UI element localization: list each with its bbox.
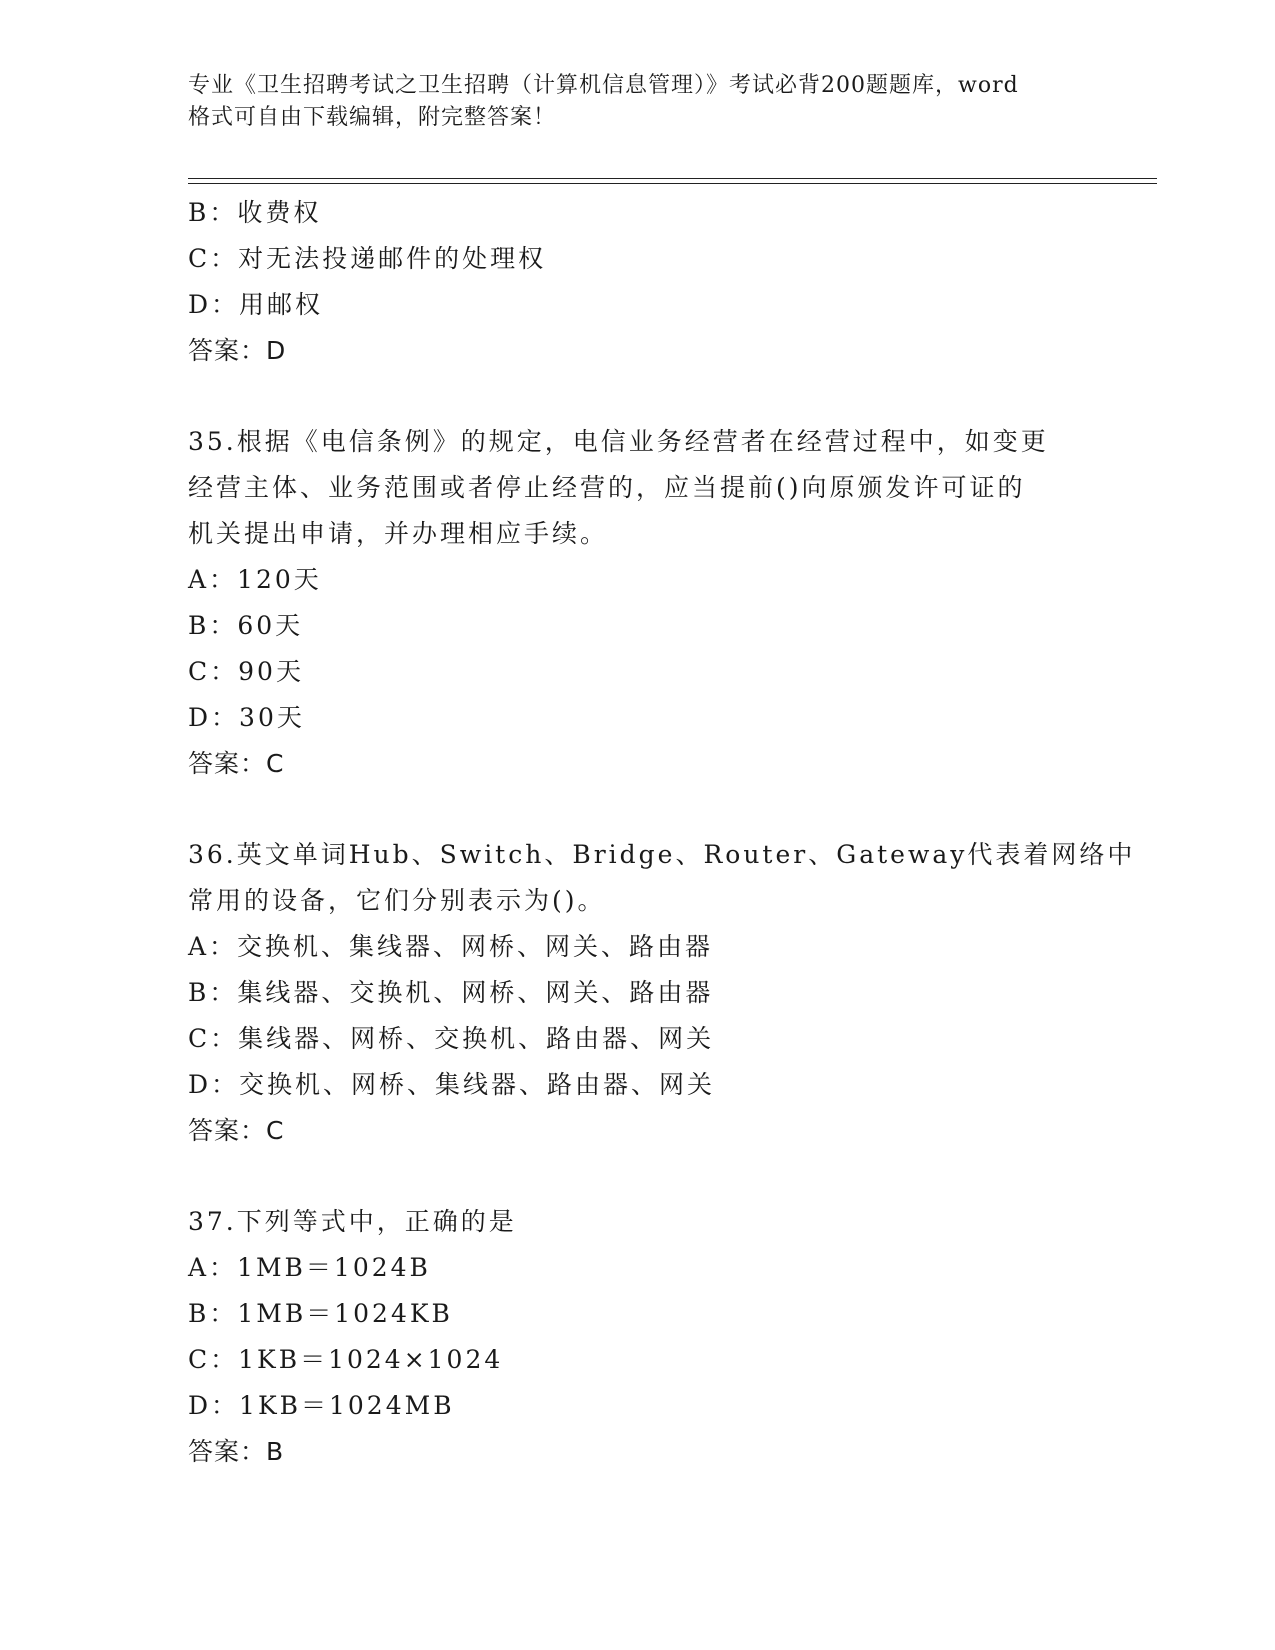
answer: 答案：B: [188, 1437, 285, 1466]
option-d: D：1KB＝1024MB: [188, 1391, 455, 1420]
option-a: A：120天: [188, 565, 322, 594]
option-d: D：用邮权: [188, 290, 324, 319]
answer: 答案：C: [188, 1116, 285, 1145]
header-divider-top: [188, 178, 1157, 179]
question-35: [188, 419, 1088, 787]
option-c: C：90天: [188, 657, 304, 686]
question-34-tail: [188, 190, 1088, 374]
answer: 答案：D: [188, 336, 287, 365]
option-b: B：1MB＝1024KB: [188, 1299, 453, 1328]
question-36: [188, 832, 1136, 1154]
option-b: B：60天: [188, 611, 304, 640]
option-a: A：1MB＝1024B: [188, 1253, 431, 1282]
answer: 答案：C: [188, 749, 285, 778]
question-text-line: 37.下列等式中，正确的是: [188, 1207, 517, 1236]
question-text-line: 35.根据《电信条例》的规定，电信业务经营者在经营过程中，如变更: [188, 427, 1049, 456]
question-37: [188, 1199, 1088, 1475]
question-text-line: 36.英文单词Hub、Switch、Bridge、Router、Gateway代表着网络中: [188, 840, 1136, 869]
option-a: A：交换机、集线器、网桥、网关、路由器: [188, 932, 714, 961]
question-text-line: 经营主体、业务范围或者停止经营的，应当提前()向原颁发许可证的: [188, 473, 1026, 502]
option-d: D：30天: [188, 703, 305, 732]
header-divider-bottom: [188, 183, 1157, 184]
header-line-2: 格式可自由下载编辑，附完整答案！: [188, 105, 557, 130]
option-b: B：收费权: [188, 198, 322, 227]
document-header: [188, 70, 1088, 134]
option-d: D：交换机、网桥、集线器、路由器、网关: [188, 1070, 716, 1099]
question-text-line: 机关提出申请，并办理相应手续。: [188, 519, 609, 548]
header-line-1: 专业《卫生招聘考试之卫生招聘（计算机信息管理）》考试必背200题题库，word: [188, 73, 1019, 98]
option-b: B：集线器、交换机、网桥、网关、路由器: [188, 978, 714, 1007]
option-c: C：1KB＝1024×1024: [188, 1345, 504, 1374]
question-list: [188, 190, 1136, 1475]
option-c: C：对无法投递邮件的处理权: [188, 244, 547, 273]
option-c: C：集线器、网桥、交换机、路由器、网关: [188, 1024, 715, 1053]
question-text-line: 常用的设备，它们分别表示为()。: [188, 886, 606, 915]
